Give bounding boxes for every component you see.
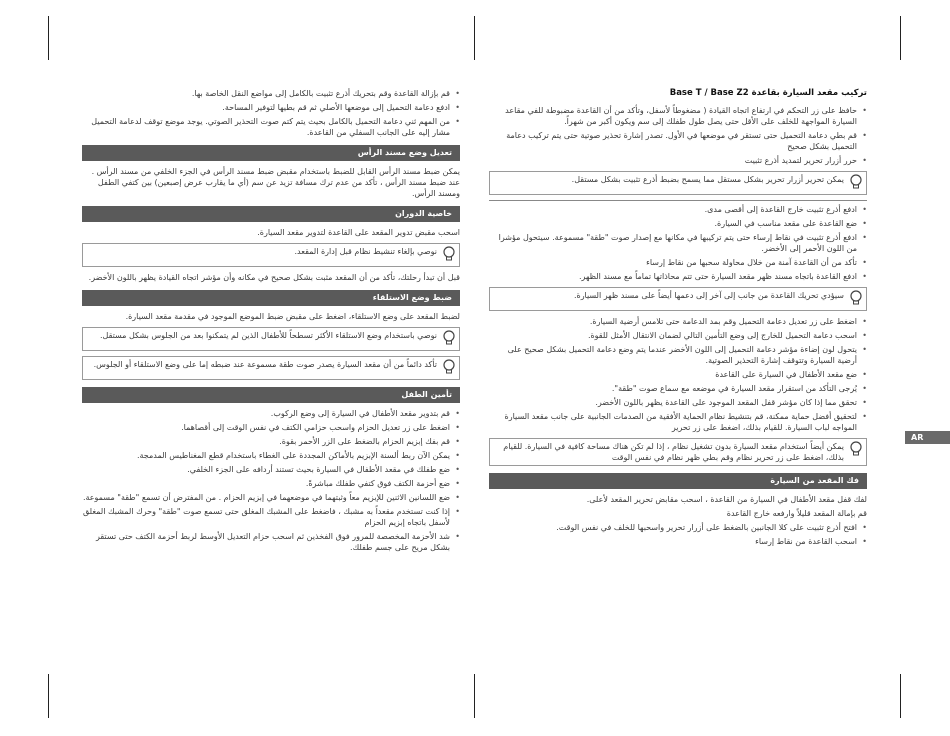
crop-mark (474, 674, 475, 718)
list-item: • ادفع القاعدة باتجاه مسند ظهر مقعد السيارة حتى تتم محاذاتها تماماً مع مسند الظهر. (489, 271, 867, 282)
list-item: • قم بطي دعامة التحميل حتى تستقر في موضعها في الأول. تصدر إشارة تحذير صوتية حتى يتم تركيب دعامة التحميل بشكل صحيح (489, 130, 867, 152)
section-header-rotation: خاصية الدوران (82, 206, 460, 222)
lightbulb-icon (849, 174, 863, 190)
install-heading: Base T / Base Z2 تركيب مقعد السيارة بقاعدة (669, 88, 867, 98)
list-item: • قم بتدوير مقعد الأطفال في السيارة إلى وضع الركوب. (82, 408, 460, 419)
list-item: • اسحب القاعدة من نقاط إرساء (489, 536, 867, 547)
lightbulb-icon (849, 441, 863, 457)
crop-mark (474, 16, 475, 60)
list-item: • من المهم ثني دعامة التحميل بالكامل بحيث يتم كتم صوت التحذير الصوتي. يوجد موضع توقف لدعامة التحميل مشار إليه على الجانب السفلي من القاعدة. (82, 116, 460, 138)
list-item: • ادفع أذرع تثبيت في نقاط إرساء حتى يتم تركيبها في مكانها مع إصدار صوت "طقة" مسموعة. سيتحول مؤشرا من اللون الأحمر إلى الأخضر. (489, 232, 867, 254)
list-item: • حافظ على زر التحكم في ارتفاع اتجاه القيادة ( مضغوطاً لأسفل، وتأكد من أن القاعدة مضبوطة للفي مقاعد السيارة المواجهة للخلف على الأقل حتى يصل طول طفلك إلى سم ويكون أكبر من شهراً. (489, 105, 867, 127)
list-item: • يمكن الآن ربط ألسنة الإبزيم بالأماكن المجددة على الغطاء باستخدام قطع المغناطيس المدمجة. (82, 450, 460, 461)
paragraph: يمكن ضبط مسند الرأس القابل للضبط باستخدام مقبض ضبط مسند الرأس في الجزء الخلفي من مسند الرأس . عند ضبط مسند الرأس ، تأكد من عدم ترك مسافة تزيد عن سم (أي ما يقارب عرض إصبعين) بين كتفي الطفل ومسند الرأس. (91, 167, 460, 198)
note-box (489, 171, 867, 195)
list-item: • تأكد من أن القاعدة آمنة من خلال محاولة سحبها من نقاط إرساء (489, 257, 867, 268)
list-item: • ادفع دعامة التحميل إلى موضعها الأصلي ثم قم بطيها لتوفير المساحة. (82, 102, 460, 113)
list-item: • يُرجى التأكد من استقرار مقعد السيارة في موضعه مع سماع صوت "طقة". (489, 383, 867, 394)
note-text: يمكن تحرير أزرار تحرير بشكل مستقل مما يسمح بضبط أذرع تثبيت بشكل مستقل. (571, 175, 844, 184)
paragraph: لفك قفل مقعد الأطفال في السيارة من القاعدة ، اسحب مقابض تحرير المقعد لأعلى. (586, 495, 867, 504)
list-item: • افتح أذرع تثبيت على كلا الجانبين بالضغط على أزرار تحرير واسحبها للخلف في نفس الوقت. (489, 522, 867, 533)
list-item: • إذا كنت تستخدم مقعداً به مشبك ، فاضغط على المشبك المغلق حتى تسمع صوت "طقة" وحرك المشبك المغلق لأسفل باتجاه إبزيم الحزام (82, 506, 460, 528)
paragraph: قبل أن تبدأ رحلتك، تأكد من أن المقعد مثبت بشكل صحيح في مكانه وأن مؤشر اتجاه القيادة يظهر باللون الأخضر. (88, 273, 460, 282)
lightbulb-icon (442, 330, 456, 346)
note-box (82, 243, 460, 267)
list-item: • اضغط على زر تعديل دعامة التحميل وقم بمد الدعامة حتى تلامس أرضية السيارة. (489, 316, 867, 327)
list-item: • ادفع أذرع تثبيت خارج القاعدة إلى أقصى مدى. (489, 204, 867, 215)
right-column (489, 88, 867, 550)
language-tab: AR (905, 431, 950, 444)
note-box (489, 438, 867, 466)
crop-mark (48, 674, 49, 718)
list-item: • ضع مقعد الأطفال في السيارة على القاعدة (489, 369, 867, 380)
list-item: • ضع اللسانين الاثنين للإبزيم معاً وثبتهما في موضعهما في إبزيم الحزام . من المفترض أن تسمع "طقة" مسموعة. (82, 492, 460, 503)
list-item: • ضع أحزمة الكتف فوق كتفي طفلك مباشرةً. (82, 478, 460, 489)
note-box (82, 356, 460, 380)
crop-mark (900, 16, 901, 60)
list-item: • اسحب دعامة التحميل للخارج إلى وضع التأمين التالي لضمان الانتقال الأمثل للقوة. (489, 330, 867, 341)
crop-mark (48, 16, 49, 60)
list-item: • ضع طفلك في مقعد الأطفال في السيارة بحيث تستند أردافه على الجزء الخلفي. (82, 464, 460, 475)
paragraph: قم بإمالة المقعد قليلاً وارفعه خارج القاعدة (726, 509, 867, 518)
note-box (82, 327, 460, 351)
lightbulb-icon (442, 359, 456, 375)
note-text: سيؤدي تحريك القاعدة من جانب إلى آخر إلى دعمها أيضاً على مسند ظهر السيارة. (573, 291, 844, 300)
list-item: • قم بفك إبزيم الحزام بالضغط على الزر الأحمر بقوة. (82, 436, 460, 447)
divider (489, 200, 867, 201)
paragraph: اسحب مقبض تدوير المقعد على القاعدة لتدوير مقعد السيارة. (257, 228, 460, 237)
section-header-recline: ضبط وضع الاستلقاء (82, 290, 460, 306)
list-item: • لتحقيق أفضل حماية ممكنة، قم بتنشيط نظام الحماية الأفقية من الصدمات الجانبية على جانب مقعد السيارة المواجه لباب السيارة. للقيام بذلك، اضغط على زر تحرير (489, 411, 867, 433)
section-header-headrest: تعديل وضع مسند الرأس (82, 145, 460, 161)
note-text: تأكد دائماً من أن مقعد السيارة يصدر صوت طقة مسموعة عند ضبطه إما على وضع الاستلقاء أو الجلوس. (93, 360, 437, 369)
list-item: • اضغط على زر تعديل الحزام واسحب حزامي الكتف في نفس الوقت إلى أقصاهما. (82, 422, 460, 433)
left-column (82, 88, 460, 556)
note-text: نوصي بإلغاء تنشيط نظام قبل إدارة المقعد. (294, 247, 437, 256)
crop-mark (900, 674, 901, 718)
section-header-secure: تأمين الطفل (82, 387, 460, 403)
note-box (489, 287, 867, 311)
list-item: • شد الأحزمة المخصصة للمرور فوق الفخذين ثم اسحب حزام التعديل الأوسط لربط أحزمة الكتف حتى تستقر بشكل مريح على جسم طفلك. (82, 531, 460, 553)
list-item: • ضع القاعدة على مقعد مناسب في السيارة. (489, 218, 867, 229)
list-item: • يتحول لون إضاءة مؤشر دعامة التحميل إلى اللون الأخضر عندما يتم وضع دعامة التحميل بشكل صحيح على أرضية السيارة وتتوقف إشارة التحذير الصوتية. (489, 344, 867, 366)
note-text: يمكن أيضاً استخدام مقعد السيارة بدون تشغيل نظام ، إذا لم تكن هناك مساحة كافية في السيارة. للقيام بذلك، اضغط على زر تحرير نظام وقم بطي ظهر نظام في نفس الوقت (503, 442, 844, 462)
paragraph: لضبط المقعد على وضع الاستلقاء، اضغط على مقبض ضبط الموضع الموجود في مقدمة مقعد السيارة. (125, 312, 460, 321)
list-item: • قم بإزالة القاعدة وقم بتحريك أذرع تثبيت بالكامل إلى مواضع النقل الخاصة بها. (82, 88, 460, 99)
note-text: نوصي باستخدام وضع الاستلقاء الأكثر تسطحاً للأطفال الذين لم يتمكنوا بعد من الجلوس بشكل مستقل. (99, 331, 437, 340)
lightbulb-icon (442, 246, 456, 262)
lightbulb-icon (849, 290, 863, 306)
section-header-remove: فك المقعد من السيارة (489, 473, 867, 489)
list-item: • حرر أزرار تحرير لتمديد أذرع تثبيت (489, 155, 867, 166)
list-item: • تحقق مما إذا كان مؤشر قفل المقعد الموجود على القاعدة يظهر باللون الأخضر. (489, 397, 867, 408)
